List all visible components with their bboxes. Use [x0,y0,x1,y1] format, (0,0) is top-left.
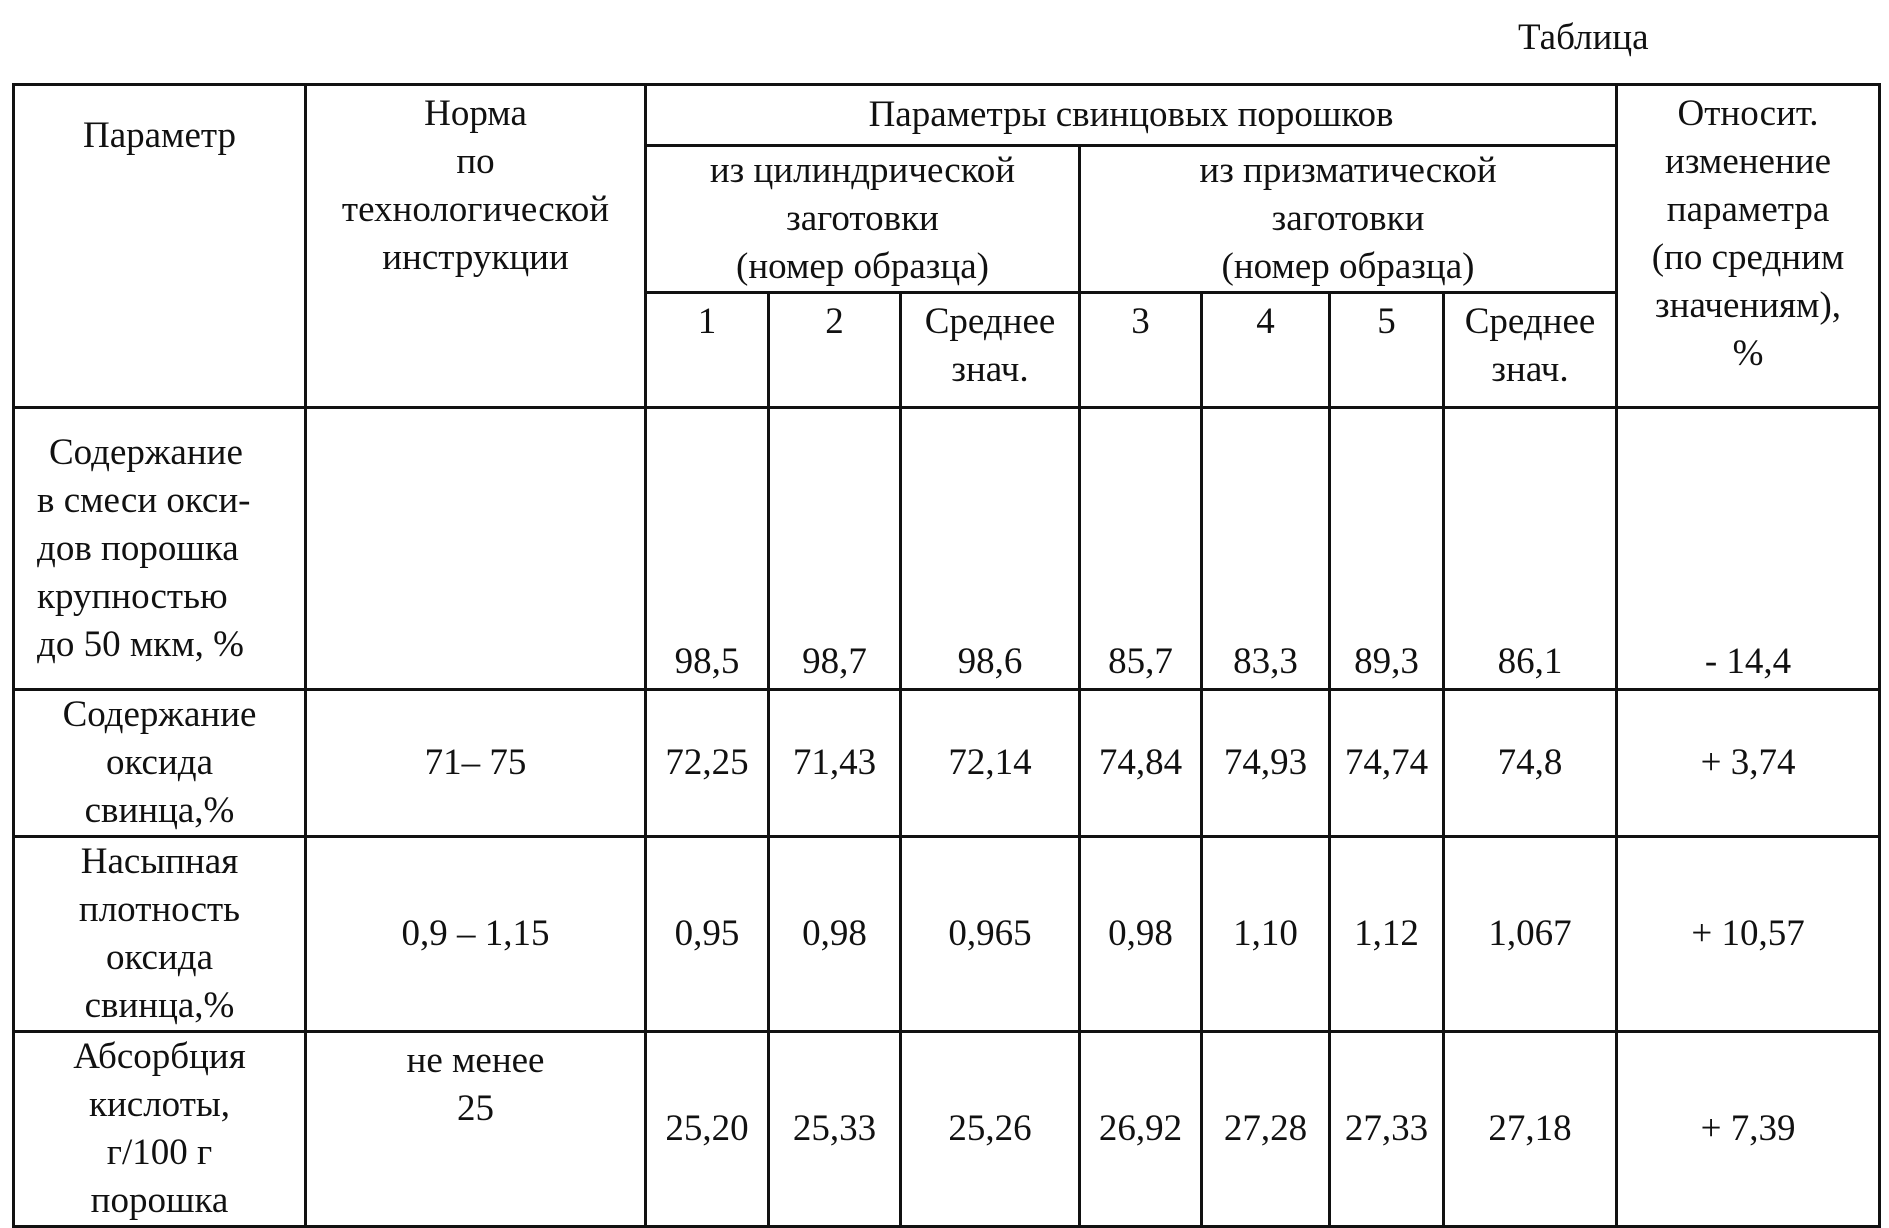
header-sample-5: 5 [1330,293,1444,408]
value-cell: 26,92 [1080,1032,1202,1227]
value-cell: 74,84 [1080,690,1202,837]
row-parameter: Абсорбция кислоты, г/100 г порошка [14,1032,306,1227]
relative-change-cell: + 10,57 [1617,837,1880,1032]
header-sample-4: 4 [1202,293,1330,408]
value-cell: 27,28 [1202,1032,1330,1227]
header-group: Параметры свинцовых порошков [646,85,1617,146]
header-parameter: Параметр [14,85,306,408]
value-cell: 85,7 [1080,408,1202,690]
header-relative-change: Относит. изменение параметра (по средним значениям), % [1617,85,1880,408]
relative-change-cell: - 14,4 [1617,408,1880,690]
row-parameter: Содержание в смеси окси- дов порошка крупностью до 50 мкм, % [14,408,306,690]
value-cell: 72,25 [646,690,769,837]
value-cell: 25,20 [646,1032,769,1227]
table-row [14,1032,1880,1227]
value-cell: 98,5 [646,408,769,690]
value-cell: 86,1 [1444,408,1617,690]
value-cell: 25,26 [901,1032,1080,1227]
table-row [14,408,1880,690]
value-cell: 1,10 [1202,837,1330,1032]
value-cell: 74,8 [1444,690,1617,837]
row-norm: не менее 25 [306,1032,646,1227]
value-cell: 98,6 [901,408,1080,690]
header-norm: Норма по технологической инструкции [306,85,646,408]
table-row [14,690,1880,837]
value-cell: 71,43 [769,690,901,837]
value-cell: 89,3 [1330,408,1444,690]
value-cell: 1,12 [1330,837,1444,1032]
table-row [14,837,1880,1032]
data-table [12,83,1881,1228]
value-cell: 0,98 [1080,837,1202,1032]
header-sample-3: 3 [1080,293,1202,408]
value-cell: 0,965 [901,837,1080,1032]
row-parameter: Содержание оксида свинца,% [14,690,306,837]
header-average-prism: Среднее знач. [1444,293,1617,408]
value-cell: 27,33 [1330,1032,1444,1227]
relative-change-cell: + 3,74 [1617,690,1880,837]
row-norm: 71– 75 [306,690,646,837]
value-cell: 27,18 [1444,1032,1617,1227]
header-cylindrical: из цилиндрической заготовки (номер образца) [646,146,1080,293]
value-cell: 83,3 [1202,408,1330,690]
header-prismatic: из призматической заготовки (номер образца) [1080,146,1617,293]
header-average-cyl: Среднее знач. [901,293,1080,408]
value-cell: 25,33 [769,1032,901,1227]
value-cell: 1,067 [1444,837,1617,1032]
value-cell: 0,95 [646,837,769,1032]
value-cell: 0,98 [769,837,901,1032]
value-cell: 74,74 [1330,690,1444,837]
row-parameter: Насыпная плотность оксида свинца,% [14,837,306,1032]
value-cell: 98,7 [769,408,901,690]
header-sample-1: 1 [646,293,769,408]
table-caption: Таблица [1518,17,1649,58]
row-norm: 0,9 – 1,15 [306,837,646,1032]
value-cell: 74,93 [1202,690,1330,837]
header-sample-2: 2 [769,293,901,408]
relative-change-cell: + 7,39 [1617,1032,1880,1227]
row-norm [306,408,646,690]
value-cell: 72,14 [901,690,1080,837]
